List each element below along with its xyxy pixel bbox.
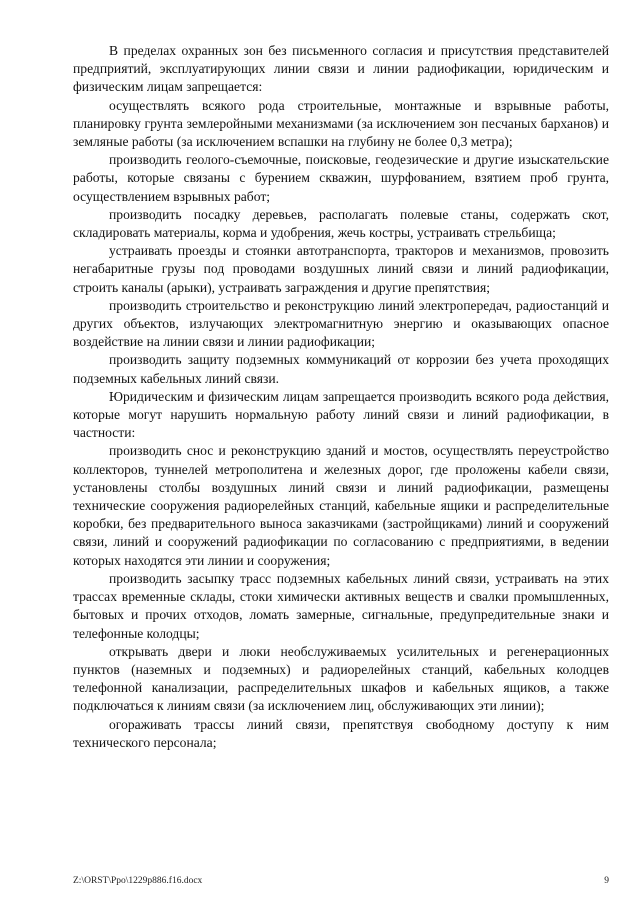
- document-body: [73, 42, 609, 752]
- paragraph-item: производить посадку деревьев, располагать полевые станы, содержать скот, складировать материалы, корма и удобрения, жечь костры, устраивать стрельбища;: [73, 206, 609, 241]
- paragraph-item: открывать двери и люки необслуживаемых усилительных и регенерационных пунктов (наземных и подземных) и радиорелейных станций, кабельных колодцев телефонной канализации, распределительных шкафов и кабельных ящиков, а также подключаться к линиям связи (за исключением лиц, обслуживающих эти линии);: [73, 643, 609, 714]
- paragraph-item: производить снос и реконструкцию зданий и мостов, осуществлять переустройство коллекторов, туннелей метрополитена и железных дорог, где проложены кабели связи, установлены столбы воздушных линий связи и линий радиофикации, размещены технические сооружения радиорелейных станций, кабельные ящики и распределительные коробки, без предварительного выноса заказчиками (застройщиками) линий и сооружений связи, линий и сооружений радиофикации по согласованию с предприятиями, в ведении которых находятся эти линии и сооружения;: [73, 443, 609, 568]
- paragraph-item: производить геолого-съемочные, поисковые, геодезические и другие изыскательские работы, которые связаны с бурением скважин, шурфованием, взятием проб грунта, осуществлением взрывных работ;: [73, 152, 609, 204]
- paragraph-section-intro: Юридическим и физическим лицам запрещается производить всякого рода действия, которые могут нарушить нормальную работу линий связи и линий радиофикации, в частности:: [73, 388, 609, 441]
- paragraph-item: производить строительство и реконструкцию линий электропередач, радиостанций и других объектов, излучающих электромагнитную энергию и оказывающих опасное воздействие на линии связи и линии радиофикации;: [73, 297, 609, 350]
- footer-page-number: 9: [604, 876, 609, 886]
- paragraph-intro: В пределах охранных зон без письменного согласия и присутствия представителей предприятий, эксплуатирующих линии связи и линии радиофикации, юридическим и физическим лицам запрещается:: [73, 43, 609, 95]
- footer-file-path: Z:\ORST\Ppo\1229p886.f16.docx: [73, 876, 203, 886]
- paragraph-item: устраивать проезды и стоянки автотранспорта, тракторов и механизмов, провозить негабаритные грузы под проводами воздушных линий связи и линий радиофикации, строить каналы (арыки), устраивать заграждения и другие препятствия;: [73, 243, 609, 295]
- paragraph-item: производить защиту подземных коммуникаций от коррозии без учета проходящих подземных кабельных линий связи.: [73, 352, 609, 386]
- paragraph-item: осуществлять всякого рода строительные, монтажные и взрывные работы, планировку грунта землеройными механизмами (за исключением зон песчаных барханов) и земляные работы (за исключением вспашки на глубину не более 0,3 метра);: [73, 97, 609, 150]
- page-footer: [73, 876, 609, 886]
- paragraph-item: огораживать трассы линий связи, препятствуя свободному доступу к ним технического персонала;: [73, 716, 609, 750]
- paragraph-item: производить засыпку трасс подземных кабельных линий связи, устраивать на этих трассах временные склады, стоки химически активных веществ и свалки промышленных, бытовых и прочих отходов, ломать замерные, сигнальные, предупредительные знаки и телефонные колодцы;: [73, 570, 609, 641]
